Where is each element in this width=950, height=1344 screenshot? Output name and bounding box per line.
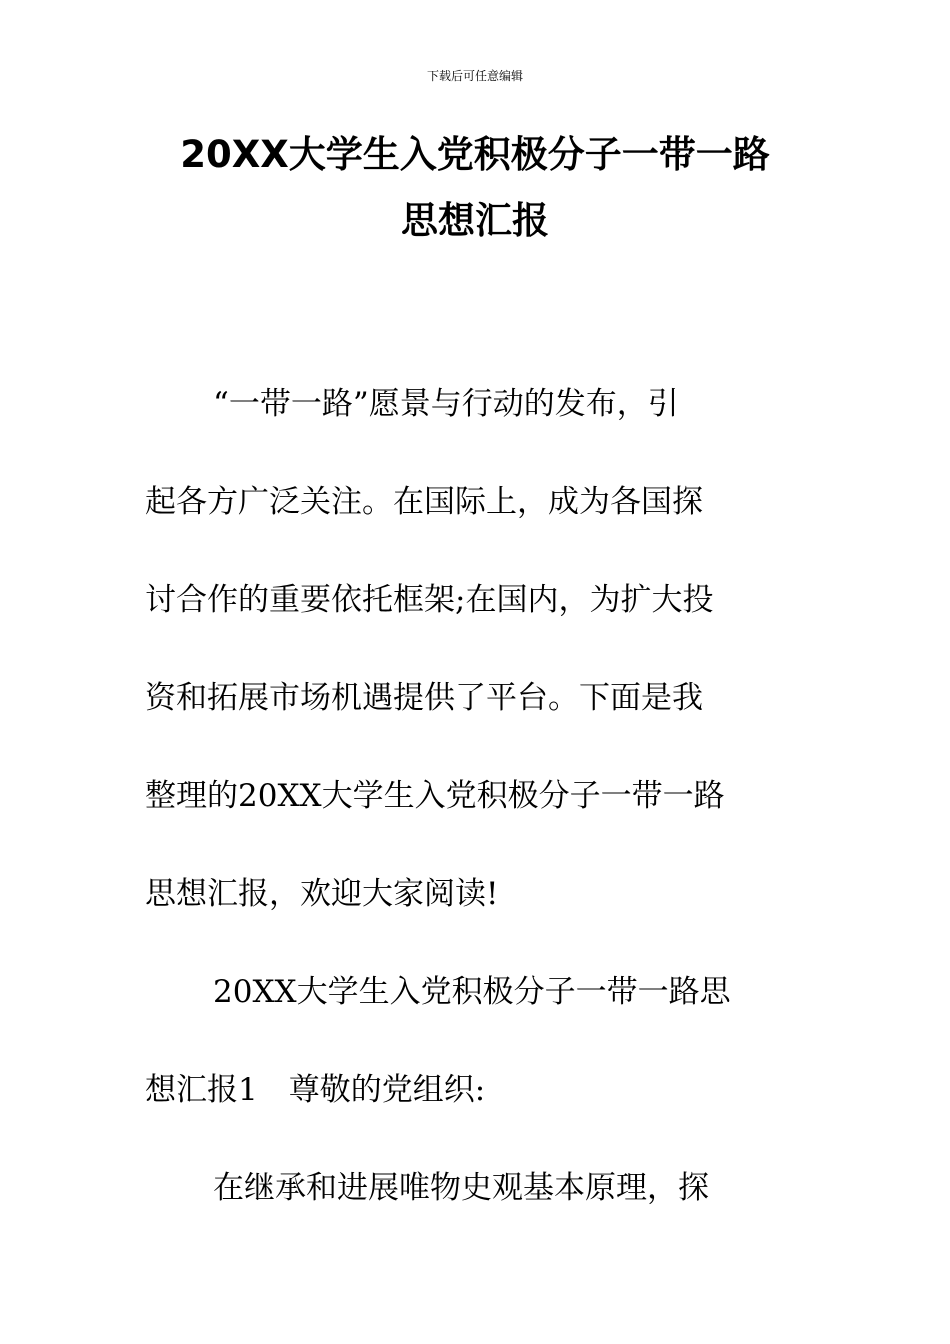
text-line: “一带一路”愿景与行动的发布，引 [213, 386, 679, 422]
text-line: 起各方广泛关注。在国际上，成为各国探 [145, 484, 703, 520]
text-line: 讨合作的重要依托框架;在国内，为扩大投 [145, 582, 714, 618]
text-line: 想汇报1 尊敬的党组织: [145, 1072, 486, 1108]
text-line: 在继承和进展唯物史观基本原理，探 [213, 1170, 709, 1206]
text-line: 20XX大学生入党积极分子一带一路思 [213, 974, 731, 1010]
text-line: 思想汇报，欢迎大家阅读! [145, 876, 499, 912]
title-line-1: 20XX大学生入党积极分子一带一路 [180, 133, 770, 176]
text-line: 整理的20XX大学生入党积极分子一带一路 [145, 778, 725, 814]
body-text [145, 355, 805, 1237]
text-line: 资和拓展市场机遇提供了平台。下面是我 [145, 680, 703, 716]
header-note: 下载后可任意编辑 [426, 69, 523, 83]
title-line-2: 思想汇报 [401, 199, 549, 242]
document-title [145, 122, 805, 254]
